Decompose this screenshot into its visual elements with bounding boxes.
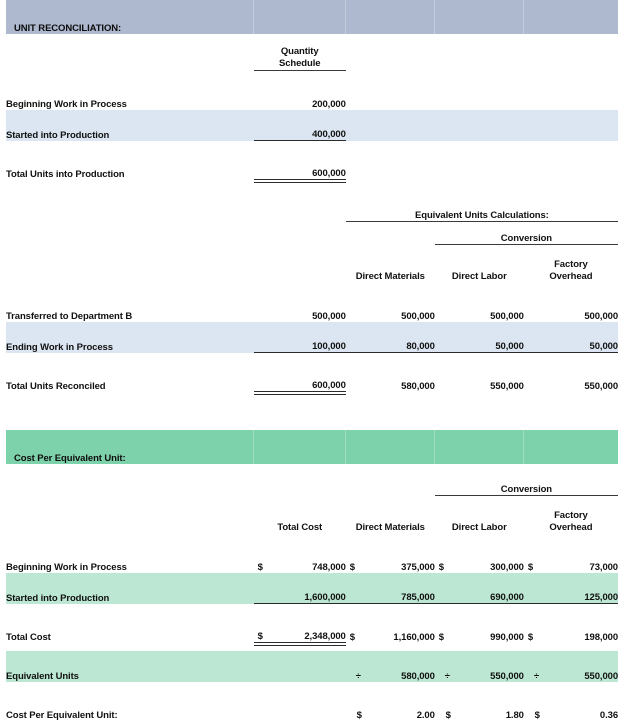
row-value-direct-materials <box>346 651 435 682</box>
currency-symbol: $ <box>356 709 362 721</box>
row-label: Beginning Work in Process <box>6 98 127 110</box>
eu-column-header-row <box>6 251 618 283</box>
column-header-direct-labor: Direct Labor <box>451 270 507 282</box>
value-text: 300,000 <box>490 561 524 573</box>
row-value-direct-materials <box>346 542 435 573</box>
cost-per-equivalent-unit-header-bar <box>6 430 618 464</box>
currency-symbol: $ <box>257 631 263 642</box>
factory-overhead-line1: Factory <box>554 509 588 521</box>
table-row <box>6 149 618 180</box>
row-value-factory-overhead <box>524 612 618 643</box>
row-value-total-cost <box>254 651 346 682</box>
conversion-header-row <box>6 227 618 245</box>
value-text: 1,160,000 <box>393 631 435 643</box>
currency-symbol: $ <box>527 631 533 643</box>
header-bar-cell <box>524 0 618 34</box>
header-bar-cell <box>254 0 346 34</box>
cost-per-equivalent-unit-table <box>6 430 618 721</box>
unit-reconciliation-title: UNIT RECONCILIATION: <box>14 23 122 34</box>
row-value-total-cost <box>254 690 362 721</box>
conversion-header-row <box>6 484 618 496</box>
spacer-row <box>6 141 618 149</box>
row-value-total-cost <box>254 612 346 643</box>
header-bar-cell <box>435 0 524 34</box>
row-value-direct-labor <box>435 651 524 682</box>
row-value-direct-labor: 50,000 <box>435 322 524 353</box>
value-text: 2,348,000 <box>304 631 346 642</box>
quantity-header-line1: Quantity <box>280 46 319 57</box>
table-row <box>6 291 618 322</box>
table-row <box>6 651 618 682</box>
table-row <box>6 573 618 604</box>
table-row <box>6 79 618 110</box>
value-text: 198,000 <box>584 631 618 643</box>
conversion-header: Conversion <box>500 233 553 244</box>
spacer-row <box>6 34 618 46</box>
division-operator-icon: ÷ <box>444 670 450 682</box>
row-value-direct-materials <box>346 612 435 643</box>
spacer-row <box>6 464 618 484</box>
row-value-factory-overhead: 550,000 <box>584 380 618 392</box>
row-value-direct-materials: 580,000 <box>401 380 435 392</box>
value-text: 580,000 <box>401 670 435 682</box>
row-value-quantity: 200,000 <box>312 98 346 110</box>
conversion-header: Conversion <box>500 484 553 495</box>
header-bar-cell <box>254 430 346 464</box>
row-value-direct-labor: 550,000 <box>490 380 524 392</box>
column-header-direct-materials: Direct Materials <box>355 270 425 282</box>
table-row <box>6 361 618 392</box>
row-label: Started into Production <box>6 129 110 141</box>
row-value-direct-materials: 500,000 <box>401 310 435 322</box>
quantity-schedule-header <box>254 46 346 71</box>
value-text: 748,000 <box>312 561 346 573</box>
table-row <box>6 542 618 573</box>
row-label: Started into Production <box>6 592 110 604</box>
row-value-quantity: 600,000 <box>254 361 346 392</box>
currency-symbol: $ <box>257 561 263 573</box>
unit-reconciliation-header-bar <box>6 0 618 34</box>
row-value-quantity: 100,000 <box>254 322 346 353</box>
table-row <box>6 110 618 141</box>
unit-reconciliation-table <box>6 0 618 392</box>
currency-symbol: $ <box>349 631 355 643</box>
currency-symbol: $ <box>445 709 451 721</box>
value-text: 2.00 <box>416 709 435 721</box>
spacer-row <box>6 643 618 651</box>
header-bar-cell <box>435 430 524 464</box>
row-value-direct-labor <box>435 612 524 643</box>
column-header-factory-overhead <box>524 251 618 283</box>
currency-symbol: $ <box>349 561 355 573</box>
row-label: Beginning Work in Process <box>6 561 127 573</box>
value-text: 550,000 <box>584 670 618 682</box>
value-text: 990,000 <box>490 631 524 643</box>
cost-column-header-row <box>6 502 618 534</box>
spacer-row <box>6 71 618 79</box>
row-value-direct-labor: 500,000 <box>490 310 524 322</box>
section-gap <box>0 392 638 430</box>
header-bar-cell <box>346 0 435 34</box>
row-value-factory-overhead <box>524 542 618 573</box>
row-value-total-cost <box>254 542 346 573</box>
row-value-factory-overhead <box>524 690 618 721</box>
column-header-direct-labor: Direct Labor <box>451 521 507 533</box>
row-label: Cost Per Equivalent Unit: <box>6 709 118 721</box>
division-operator-icon: ÷ <box>355 670 361 682</box>
table-row <box>6 612 618 643</box>
spacer-row <box>6 283 618 291</box>
currency-symbol: $ <box>534 709 540 721</box>
table-row <box>6 690 618 721</box>
value-text: 0.36 <box>599 709 618 721</box>
factory-overhead-line2: Overhead <box>549 270 593 282</box>
row-label: Total Units into Production <box>6 168 125 180</box>
spacer-row <box>6 534 618 542</box>
spacer-row <box>6 353 618 361</box>
row-label: Total Units Reconciled <box>6 380 106 392</box>
table-row <box>6 322 618 353</box>
column-header-total-cost: Total Cost <box>277 521 323 533</box>
row-value-quantity: 600,000 <box>254 149 346 180</box>
value-text: 550,000 <box>490 670 524 682</box>
row-value-direct-labor: 690,000 <box>435 573 524 604</box>
value-text: 1.80 <box>505 709 524 721</box>
row-value-direct-labor <box>435 690 540 721</box>
quantity-header-line2: Schedule <box>278 58 321 69</box>
currency-symbol: $ <box>527 561 533 573</box>
currency-symbol: $ <box>438 631 444 643</box>
row-value-quantity: 400,000 <box>254 110 346 141</box>
row-value-direct-labor <box>435 542 524 573</box>
row-value-direct-materials <box>346 690 451 721</box>
row-value-direct-materials: 80,000 <box>346 322 435 353</box>
equivalent-units-group-header-row <box>6 210 618 222</box>
row-label: Total Cost <box>6 631 51 643</box>
header-bar-cell <box>524 430 618 464</box>
spacer-row <box>6 682 618 690</box>
currency-symbol: $ <box>438 561 444 573</box>
row-value-factory-overhead: 500,000 <box>584 310 618 322</box>
value-text: 375,000 <box>401 561 435 573</box>
row-value-direct-materials: 785,000 <box>346 573 435 604</box>
row-value-factory-overhead: 50,000 <box>524 322 618 353</box>
column-header-direct-materials: Direct Materials <box>355 521 425 533</box>
header-bar-cell <box>346 430 435 464</box>
row-value-total-cost: 1,600,000 <box>254 573 346 604</box>
column-header-factory-overhead <box>524 502 618 534</box>
division-operator-icon: ÷ <box>533 670 539 682</box>
row-value-factory-overhead <box>524 651 618 682</box>
factory-overhead-line1: Factory <box>554 258 588 270</box>
equivalent-units-group-header: Equivalent Units Calculations: <box>415 209 549 221</box>
quantity-schedule-header-row <box>6 46 618 71</box>
cost-per-equivalent-unit-title: Cost Per Equivalent Unit: <box>14 453 126 464</box>
row-value-quantity: 500,000 <box>312 310 346 322</box>
spacer-row <box>6 604 618 612</box>
row-value-factory-overhead: 125,000 <box>524 573 618 604</box>
factory-overhead-line2: Overhead <box>549 521 593 533</box>
row-label: Transferred to Department B <box>6 310 133 322</box>
row-label: Equivalent Units <box>6 670 79 682</box>
row-label: Ending Work in Process <box>6 341 113 353</box>
spacer-row <box>6 180 618 210</box>
value-text: 73,000 <box>589 561 618 573</box>
